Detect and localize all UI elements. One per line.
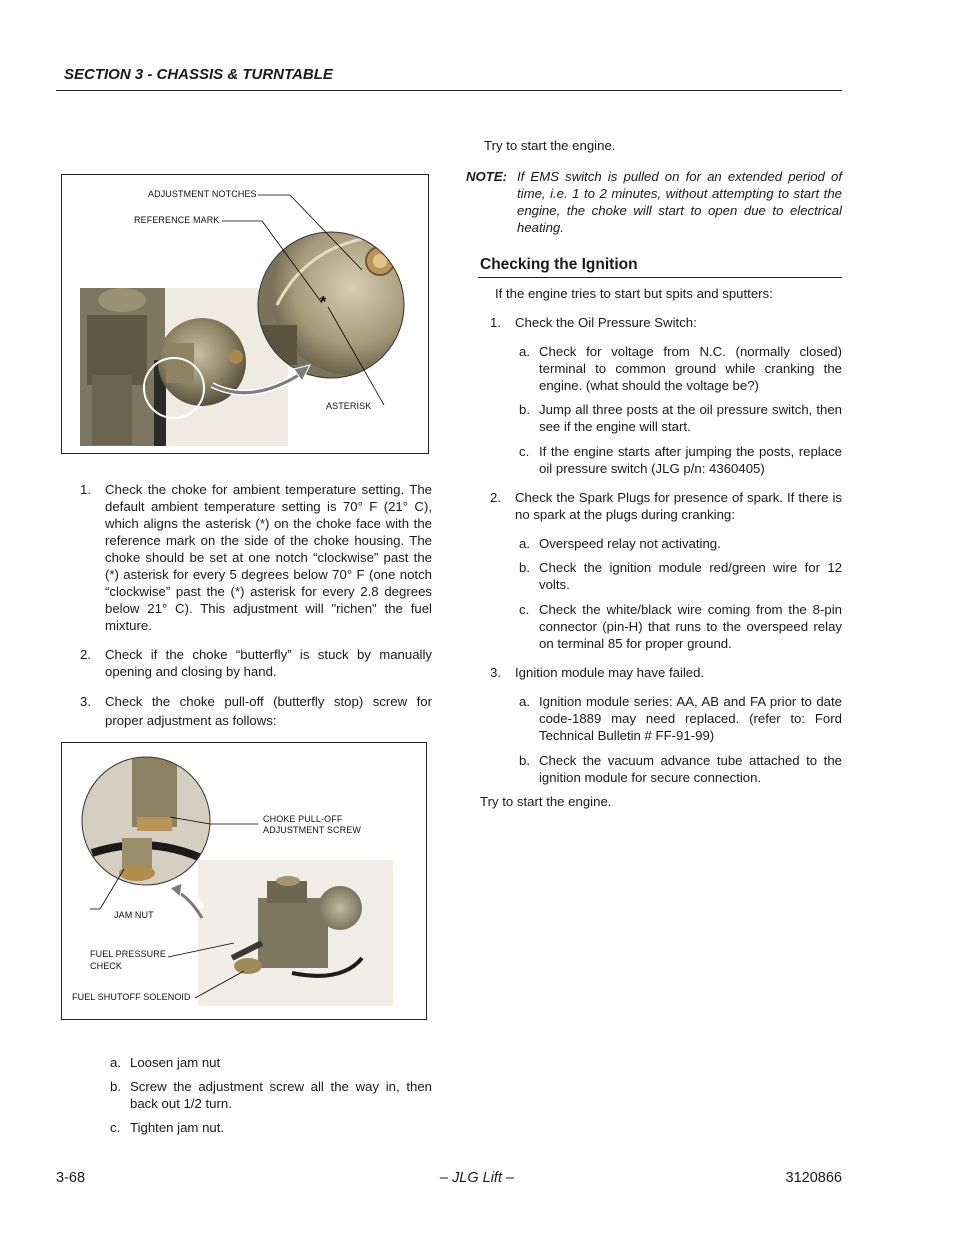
callout-fuel-pressure-check: CHECK [90,961,123,971]
callout-reference-mark: REFERENCE MARK [134,215,220,225]
sub-letter: b. [519,402,530,417]
step-number: 2. [80,647,91,662]
note-label: NOTE: [466,169,508,184]
substep-text: Loosen jam nut [130,1055,221,1070]
item-number: 3. [490,665,501,680]
footer-center: – JLG Lift – [439,1170,515,1186]
substep-letter: c. [110,1120,121,1135]
substep-letter: b. [110,1079,121,1094]
pulloff-figure [61,742,427,1020]
sub-text: Jump all three posts at the oil pressure switch, then see if the engine will start. [539,402,842,434]
callout-fuel-shutoff-solenoid: FUEL SHUTOFF SOLENOID [72,992,191,1002]
left-substep-c [110,1119,432,1136]
step-text: Check the choke pull-off (butterfly stop) screw for proper adjustment as follows: [105,694,432,728]
note-block [466,168,842,236]
sub-letter: a. [519,694,530,709]
right-item-1c [519,443,842,477]
sub-letter: b. [519,753,530,768]
step-text: Check if the choke “butterfly” is stuck by manually opening and closing by hand. [105,647,432,679]
left-step-2 [80,646,432,680]
step-number: 3. [80,694,91,709]
sub-text: If the engine starts after jumping the posts, replace oil pressure switch (JLG p/n: 4360405) [539,444,842,476]
callout-adjustment-notches: ADJUSTMENT NOTCHES [148,189,257,199]
section-rule [478,277,842,278]
callout-fuel-pressure: FUEL PRESSURE [90,949,166,959]
right-item-1b [519,401,842,435]
sub-letter: c. [519,444,530,459]
callout-jam-nut: JAM NUT [114,910,154,920]
substep-text: Tighten jam nut. [130,1120,225,1135]
sub-text: Check the white/black wire coming from the 8-pin connector (pin-H) that runs to the overspeed relay on terminal 85 for proper ground. [539,602,842,651]
note-text: If EMS switch is pulled on for an extended period of time, i.e. 1 to 2 minutes, without attempting to start the engine, the choke will start to open due to electrical heating. [517,169,842,235]
callout-adjustment-screw: ADJUSTMENT SCREW [263,825,361,835]
sub-text: Ignition module series: AA, AB and FA prior to date code-1889 may need replaced. (refer to: Ford Technical Bulletin # FF-91-99) [539,694,842,743]
sub-text: Overspeed relay not activating. [539,536,721,551]
right-item-3 [490,664,842,681]
right-item-1a [519,343,842,394]
sub-text: Check the vacuum advance tube attached to the ignition module for secure connection. [539,753,842,785]
sub-text: Check for voltage from N.C. (normally closed) terminal to common ground while cranking the engine. (what should the voltage be?) [539,344,842,393]
right-item-2 [490,489,842,523]
header-rule [56,90,842,91]
sub-letter: a. [519,536,530,551]
pulloff-illustration [62,743,426,1019]
right-item-3a [519,693,842,744]
item-text: Check the Oil Pressure Switch: [515,315,697,330]
item-text: Ignition module may have failed. [515,665,705,680]
sub-letter: c. [519,602,530,617]
sub-letter: b. [519,560,530,575]
sub-letter: a. [519,344,530,359]
left-step-1 [80,481,432,634]
sub-text: Check the ignition module red/green wire for 12 volts. [539,560,842,592]
intro-text: If the engine tries to start but spits and sputters: [495,286,773,301]
section-heading: Checking the Ignition [480,256,638,273]
right-item-1 [490,314,842,331]
choke-illustration [62,175,428,453]
left-substep-a [110,1054,432,1071]
choke-figure [61,174,429,454]
substep-letter: a. [110,1055,121,1070]
right-item-2b [519,559,842,593]
right-item-2a [519,535,842,552]
try-start-bottom: Try to start the engine. [480,794,612,809]
item-number: 2. [490,490,501,505]
right-item-3b [519,752,842,786]
left-step-3 [80,692,432,730]
page-number: 3-68 [56,1170,86,1186]
try-start-top: Try to start the engine. [484,138,616,153]
left-substep-b [110,1078,432,1112]
item-number: 1. [490,315,501,330]
document-number: 3120866 [785,1170,842,1186]
step-text: Check the choke for ambient temperature setting. The default ambient temperature setting is 70° F (21° C), which aligns the asterisk (*) on the choke face with the reference mark on the side of the choke housing. The choke should be set at one notch “clockwise” past the (*) asterisk for every 5 degrees below 70° F (one notch “clockwise” past the (*) asterisk for every 2.8 degrees below 21° C). This adjustment will "richen" the fuel mixture. [105,482,432,633]
svg-text:*: * [320,294,327,311]
step-number: 1. [80,482,91,497]
callout-choke-pulloff: CHOKE PULL-OFF [263,814,343,824]
section-title: SECTION 3 - CHASSIS & TURNTABLE [64,66,333,83]
callout-asterisk: ASTERISK [326,401,372,411]
right-item-2c [519,601,842,652]
item-text: Check the Spark Plugs for presence of spark. If there is no spark at the plugs during cranking: [515,490,842,522]
substep-text: Screw the adjustment screw all the way in, then back out 1/2 turn. [130,1079,432,1111]
